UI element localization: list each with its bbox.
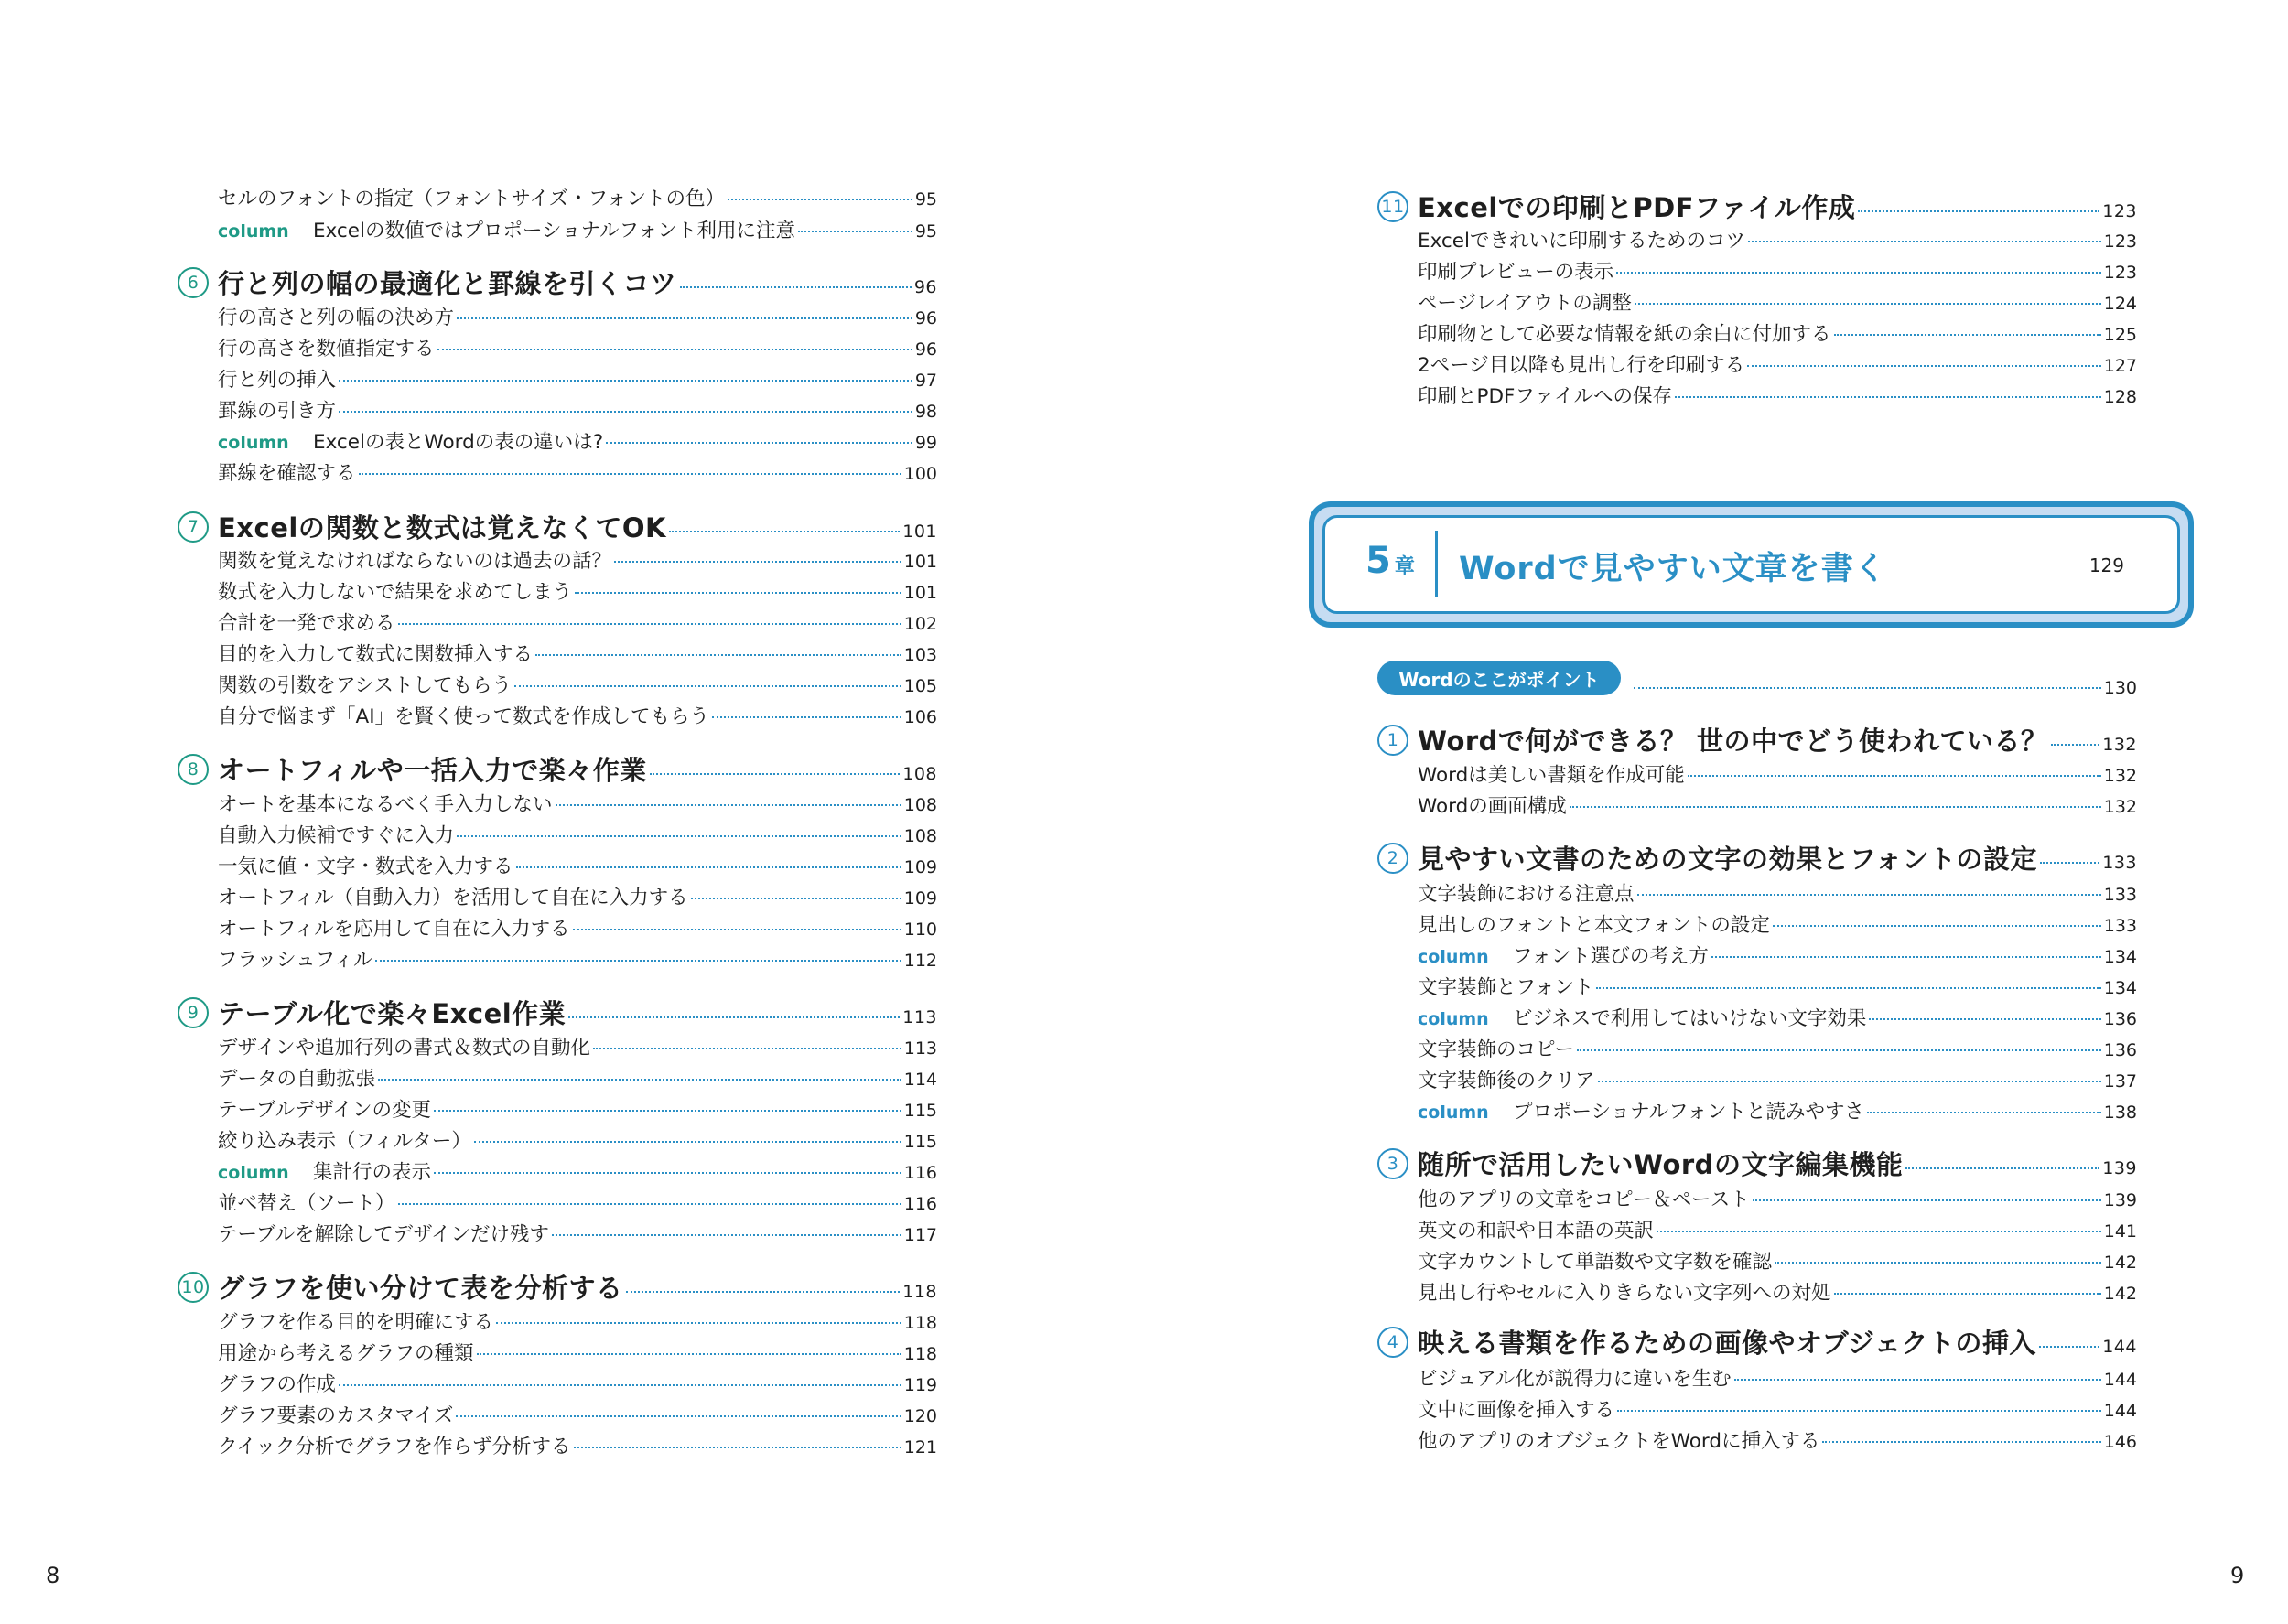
entry-title: フォント選びの考え方 xyxy=(1513,945,1709,968)
toc-entry[interactable] xyxy=(218,882,937,910)
entry-title: Excelの関数と数式は覚えなくてOK xyxy=(218,512,666,543)
section-number-icon: 6 xyxy=(178,267,209,298)
leader-dots xyxy=(680,286,912,288)
toc-entry[interactable] xyxy=(218,608,937,636)
entry-page: 136 xyxy=(2103,1009,2137,1029)
toc-entry[interactable] xyxy=(218,1125,937,1154)
toc-section-heading[interactable] xyxy=(1377,839,2137,877)
entry-title: データの自動拡張 xyxy=(218,1068,376,1091)
entry-title: ビジュアル化が説得力に違いを生む xyxy=(1418,1368,1732,1391)
section-number-icon: 2 xyxy=(1377,843,1408,874)
entry-title: Excelの数値ではプロポーショナルフォント利用に注意 xyxy=(313,220,795,242)
toc-entry[interactable] xyxy=(1418,256,2137,285)
entry-page: 138 xyxy=(2103,1102,2137,1123)
entry-title: Excelできれいに印刷するためのコツ xyxy=(1418,230,1745,253)
entry-title: グラフを使い分けて表を分析する xyxy=(218,1273,623,1304)
section-number-icon: 9 xyxy=(178,997,209,1028)
entry-title: クイック分析でグラフを作らず分析する xyxy=(218,1436,571,1458)
chapter-5-banner[interactable] xyxy=(1309,501,2194,628)
toc-entry[interactable] xyxy=(1418,878,2137,907)
toc-section-heading[interactable] xyxy=(1377,188,2137,225)
leader-dots xyxy=(496,1322,901,1324)
entry-title: 罫線を確認する xyxy=(218,462,356,485)
leader-dots xyxy=(1577,1049,2101,1051)
entry-page: 118 xyxy=(903,1344,937,1364)
entry-title: 目的を入力して数式に関数挿入する xyxy=(218,643,534,666)
leader-dots xyxy=(1675,396,2101,398)
entry-page: 96 xyxy=(914,308,937,328)
toc-entry[interactable] xyxy=(1418,1394,2137,1423)
leader-dots xyxy=(1616,272,2101,274)
entry-title: 文字装飾における注意点 xyxy=(1418,883,1635,906)
leader-dots xyxy=(712,716,901,718)
leader-dots xyxy=(691,898,901,899)
leader-dots xyxy=(1773,925,2101,927)
entry-title: 関数の引数をアシストしてもらう xyxy=(218,674,512,697)
leader-dots xyxy=(1570,806,2101,808)
entry-title: 文字装飾のコピー xyxy=(1418,1038,1575,1061)
toc-entry[interactable] xyxy=(218,333,937,361)
entry-title: プロポーショナルフォントと読みやすさ xyxy=(1513,1101,1864,1124)
leader-dots xyxy=(1734,1379,2101,1381)
entry-title: Wordの画面構成 xyxy=(1418,795,1567,818)
leader-dots xyxy=(2051,744,2100,746)
leader-dots xyxy=(1637,894,2101,896)
toc-entry[interactable] xyxy=(1418,381,2137,409)
entry-page: 128 xyxy=(2103,387,2137,407)
leader-dots xyxy=(434,1172,901,1174)
entry-page: 103 xyxy=(903,645,937,665)
leader-dots xyxy=(2040,862,2099,864)
entry-page: 96 xyxy=(914,339,937,360)
chapter-title: Wordで見やすい文章を書く xyxy=(1459,551,1887,587)
entry-page: 123 xyxy=(2102,201,2137,221)
entry-page: 133 xyxy=(2102,853,2137,873)
toc-entry[interactable] xyxy=(218,364,937,393)
toc-entry[interactable] xyxy=(218,545,937,574)
entry-title: グラフ要素のカスタマイズ xyxy=(218,1404,454,1427)
leader-dots xyxy=(378,1079,901,1081)
leader-dots xyxy=(1858,210,2099,212)
entry-title: 数式を入力しないで結果を求めてしまう xyxy=(218,581,573,604)
section-number-icon: 3 xyxy=(1377,1148,1408,1179)
entry-page: 97 xyxy=(914,371,937,391)
toc-section-heading[interactable] xyxy=(178,750,937,788)
entry-page: 142 xyxy=(2103,1284,2137,1304)
entry-page: 108 xyxy=(903,826,937,846)
toc-column-entry[interactable] xyxy=(218,1156,937,1185)
toc-entry[interactable] xyxy=(1418,1277,2137,1306)
leader-dots xyxy=(575,592,901,594)
section-number-icon: 10 xyxy=(178,1272,209,1303)
entry-page: 98 xyxy=(914,402,937,422)
toc-entry[interactable] xyxy=(218,1369,937,1397)
section-number-icon: 7 xyxy=(178,511,209,543)
toc-entry[interactable] xyxy=(218,1219,937,1247)
entry-title: 並べ替え（ソート） xyxy=(218,1192,395,1215)
leader-dots xyxy=(1834,334,2101,336)
entry-title: 一気に値・文字・数式を入力する xyxy=(218,855,513,878)
entry-title: 自動入力候補ですぐに入力 xyxy=(218,824,455,847)
leader-dots xyxy=(1905,1167,2099,1169)
entry-page: 114 xyxy=(903,1070,937,1090)
page-number-right: 9 xyxy=(2230,1563,2245,1588)
toc-section-heading[interactable] xyxy=(1377,1145,2137,1182)
toc-entry[interactable] xyxy=(1418,1065,2137,1093)
leader-dots xyxy=(474,1141,901,1143)
toc-section-heading[interactable] xyxy=(178,263,937,301)
leader-dots xyxy=(650,773,900,775)
leader-dots xyxy=(568,1016,900,1018)
entry-page: 123 xyxy=(2103,263,2137,283)
entry-title: 自分で悩まず「AI」を賢く使って数式を作成してもらう xyxy=(218,705,710,728)
toc-entry[interactable] xyxy=(218,851,937,879)
toc-section-heading[interactable] xyxy=(178,508,937,545)
entry-page: 115 xyxy=(903,1101,937,1121)
entry-page: 146 xyxy=(2103,1432,2137,1452)
entry-title: セルのフォントの指定（フォントサイズ・フォントの色） xyxy=(218,188,726,210)
toc-column-entry[interactable] xyxy=(218,426,937,455)
entry-title: ビジネスで利用してはいけない文字効果 xyxy=(1513,1007,1867,1030)
leader-dots xyxy=(1617,1410,2101,1412)
leader-dots xyxy=(1688,775,2101,777)
toc-entry[interactable] xyxy=(1418,1184,2137,1212)
leader-dots xyxy=(593,1048,901,1049)
column-tag: column xyxy=(218,1163,289,1183)
leader-dots xyxy=(1635,303,2101,305)
entry-title: Wordで何ができる？ 世の中でどう使われている？ xyxy=(1418,726,2048,757)
entry-page: 99 xyxy=(914,433,937,453)
entry-title: デザインや追加行列の書式＆数式の自動化 xyxy=(218,1037,590,1059)
entry-page: 134 xyxy=(2103,947,2137,967)
section-number-icon: 8 xyxy=(178,754,209,785)
entry-page: 118 xyxy=(903,1313,937,1333)
entry-page: 95 xyxy=(914,221,937,242)
leader-dots xyxy=(457,317,912,319)
toc-entry[interactable] xyxy=(1418,1363,2137,1392)
toc-column-entry[interactable] xyxy=(1418,1003,2137,1031)
entry-page: 139 xyxy=(2102,1158,2137,1178)
toc-entry[interactable] xyxy=(218,670,937,698)
toc-entry[interactable] xyxy=(218,639,937,667)
toc-entry[interactable] xyxy=(218,944,937,973)
entry-page: 132 xyxy=(2102,735,2137,755)
leader-dots xyxy=(1598,1081,2101,1082)
entry-title: テーブルデザインの変更 xyxy=(218,1099,432,1122)
entry-title: 随所で活用したいWordの文字編集機能 xyxy=(1418,1149,1904,1180)
toc-section-heading[interactable] xyxy=(1377,1323,2137,1361)
toc-entry[interactable] xyxy=(218,1400,937,1428)
leader-dots xyxy=(1634,687,2101,689)
toc-entry[interactable] xyxy=(218,1063,937,1092)
section-number-icon: 11 xyxy=(1377,191,1408,222)
entry-page: 118 xyxy=(902,1282,937,1302)
entry-title: 罫線の引き方 xyxy=(218,400,337,423)
leader-dots xyxy=(728,199,912,200)
toc-entry[interactable] xyxy=(1418,790,2137,819)
entry-page: 144 xyxy=(2103,1370,2137,1390)
entry-title: 文字装飾とフォント xyxy=(1418,976,1594,999)
leader-dots xyxy=(514,685,901,687)
entry-page: 96 xyxy=(913,277,937,297)
toc-entry[interactable] xyxy=(1418,1425,2137,1454)
entry-title: 文字装飾後のクリア xyxy=(1418,1070,1595,1092)
entry-page: 142 xyxy=(2103,1253,2137,1273)
entry-title: 見やすい文書のための文字の効果とフォントの設定 xyxy=(1418,844,2038,875)
entry-page: 136 xyxy=(2103,1040,2137,1060)
toc-entry[interactable] xyxy=(218,789,937,817)
entry-title: 文字カウントして単語数や文字数を確認 xyxy=(1418,1251,1773,1274)
leader-dots xyxy=(535,654,901,656)
column-tag: column xyxy=(218,221,289,242)
toc-entry[interactable] xyxy=(1418,287,2137,316)
entry-title: オートフィルを応用して自在に入力する xyxy=(218,918,570,941)
entry-title: 映える書類を作るための画像やオブジェクトの挿入 xyxy=(1418,1328,2036,1359)
entry-title: 行と列の挿入 xyxy=(218,369,337,392)
entry-page: 137 xyxy=(2103,1071,2137,1092)
leader-dots xyxy=(359,473,901,475)
entry-page: 139 xyxy=(2103,1190,2137,1210)
leader-dots xyxy=(606,442,912,444)
entry-title: オートフィルや一括入力で楽々作業 xyxy=(218,755,647,786)
leader-dots xyxy=(2039,1346,2099,1348)
leader-dots xyxy=(573,929,901,930)
leader-dots xyxy=(1748,241,2101,242)
toc-entry[interactable] xyxy=(1418,1246,2137,1274)
leader-dots xyxy=(398,623,901,625)
entry-page: 113 xyxy=(902,1007,937,1027)
toc-section-heading[interactable] xyxy=(178,1268,937,1306)
leader-dots xyxy=(1711,956,2101,958)
toc-column-entry[interactable] xyxy=(218,215,937,243)
leader-dots xyxy=(1747,365,2100,367)
toc-entry[interactable] xyxy=(1418,350,2137,378)
entry-page: 125 xyxy=(2103,325,2137,345)
toc-entry[interactable] xyxy=(218,1094,937,1123)
entry-page: 134 xyxy=(2103,978,2137,998)
chapter-page: 129 xyxy=(2088,554,2124,576)
toc-entry[interactable] xyxy=(218,1431,937,1459)
leader-dots xyxy=(434,1110,901,1112)
column-tag: column xyxy=(1418,947,1489,967)
leader-dots xyxy=(1753,1199,2101,1201)
entry-page: 108 xyxy=(903,795,937,815)
entry-title: 文中に画像を挿入する xyxy=(1418,1399,1615,1422)
section-number-icon: 4 xyxy=(1377,1327,1408,1358)
entry-title: 見出し行やセルに入りきらない文字列への対処 xyxy=(1418,1282,1831,1305)
entry-page: 141 xyxy=(2103,1221,2137,1242)
entry-page: 116 xyxy=(903,1194,937,1214)
entry-title: オートフィル（自動入力）を活用して自在に入力する xyxy=(218,887,688,909)
chapter-suffix: 章 xyxy=(1394,555,1415,578)
entry-page: 95 xyxy=(914,189,937,210)
leader-dots xyxy=(339,411,912,413)
entry-page: 119 xyxy=(903,1375,937,1395)
entry-page: 127 xyxy=(2103,356,2137,376)
leader-dots xyxy=(798,231,912,232)
entry-title: 合計を一発で求める xyxy=(218,612,395,635)
entry-title: 他のアプリの文章をコピー＆ペースト xyxy=(1418,1188,1750,1211)
entry-page: 101 xyxy=(902,522,937,542)
leader-dots xyxy=(375,960,901,962)
toc-column-entry[interactable] xyxy=(1418,1096,2137,1124)
entry-page: 132 xyxy=(2103,797,2137,817)
entry-title: 印刷プレビューの表示 xyxy=(1418,261,1614,284)
entry-title: 集計行の表示 xyxy=(313,1161,432,1184)
leader-dots xyxy=(437,349,912,350)
toc-entry[interactable] xyxy=(218,913,937,941)
toc-entry[interactable] xyxy=(218,701,937,729)
entry-page: 144 xyxy=(2102,1337,2137,1357)
entry-page: 116 xyxy=(903,1163,937,1183)
toc-entry[interactable] xyxy=(218,457,937,486)
entry-page: 120 xyxy=(903,1406,937,1426)
entry-page: 132 xyxy=(2103,766,2137,786)
toc-section-heading[interactable] xyxy=(178,994,937,1031)
chapter-divider xyxy=(1435,531,1438,597)
leader-dots xyxy=(614,561,901,563)
toc-entry[interactable] xyxy=(218,302,937,330)
toc-entry[interactable] xyxy=(218,1307,937,1335)
entry-page: 144 xyxy=(2103,1401,2137,1421)
entry-page: 110 xyxy=(903,920,937,940)
leader-dots xyxy=(1596,987,2100,989)
leader-dots xyxy=(339,380,912,382)
leader-dots xyxy=(1657,1231,2101,1232)
column-tag: column xyxy=(1418,1102,1489,1123)
leader-dots xyxy=(1834,1293,2101,1295)
column-tag: column xyxy=(218,433,289,453)
entry-page: 106 xyxy=(903,707,937,727)
entry-title: オートを基本になるべく手入力しない xyxy=(218,793,553,816)
leader-dots xyxy=(669,531,900,532)
entry-page: 100 xyxy=(903,464,937,484)
entry-page: 123 xyxy=(2103,231,2137,252)
toc-entry[interactable] xyxy=(218,1188,937,1216)
chapter-number: 5 章 xyxy=(1365,540,1415,582)
toc-entry[interactable] xyxy=(1418,1215,2137,1243)
entry-title: 関数を覚えなければならないのは過去の話？ xyxy=(218,550,612,573)
toc-section-heading[interactable] xyxy=(1377,721,2137,758)
leader-dots xyxy=(1867,1112,2101,1113)
entry-title: 行の高さを数値指定する xyxy=(218,338,435,360)
point-page: 130 xyxy=(2103,678,2137,698)
entry-title: Excelでの印刷とPDFファイル作成 xyxy=(1418,192,1856,223)
toc-entry[interactable] xyxy=(1418,318,2137,347)
entry-title: 2ページ目以降も見出し行を印刷する xyxy=(1418,354,1745,377)
entry-title: フラッシュフィル xyxy=(218,949,373,972)
leader-dots xyxy=(574,1447,901,1448)
entry-title: テーブルを解除してデザインだけ残す xyxy=(218,1223,550,1246)
entry-title: Excelの表とWordの表の違いは? xyxy=(313,431,604,454)
chapter-banner-inner xyxy=(1322,515,2180,614)
entry-page: 133 xyxy=(2103,916,2137,936)
entry-page: 115 xyxy=(903,1132,937,1152)
entry-title: 絞り込み表示（フィルター） xyxy=(218,1130,471,1153)
leader-dots xyxy=(626,1291,901,1293)
entry-title: グラフの作成 xyxy=(218,1373,337,1396)
entry-title: 英文の和訳や日本語の英訳 xyxy=(1418,1220,1655,1242)
entry-title: グラフを作る目的を明確にする xyxy=(218,1311,494,1334)
toc-entry[interactable] xyxy=(218,183,937,211)
entry-title: 見出しのフォントと本文フォントの設定 xyxy=(1418,914,1770,937)
entry-page: 124 xyxy=(2103,294,2137,314)
toc-entry[interactable] xyxy=(218,820,937,848)
word-point-badge[interactable]: Wordのここがポイント xyxy=(1377,661,1621,695)
section-number-icon: 1 xyxy=(1377,725,1408,756)
entry-title: 用途から考えるグラフの種類 xyxy=(218,1342,474,1365)
entry-title: 行と列の幅の最適化と罫線を引くコツ xyxy=(218,268,677,299)
leader-dots xyxy=(556,804,901,806)
toc-entry[interactable] xyxy=(1418,972,2137,1000)
toc-entry[interactable] xyxy=(218,1338,937,1366)
leader-dots xyxy=(1822,1441,2100,1443)
toc-entry[interactable] xyxy=(1418,909,2137,938)
entry-title: 他のアプリのオブジェクトをWordに挿入する xyxy=(1418,1430,1820,1453)
leader-dots xyxy=(456,1415,901,1417)
entry-page: 105 xyxy=(903,676,937,696)
entry-page: 101 xyxy=(903,583,937,603)
entry-title: ページレイアウトの調整 xyxy=(1418,292,1632,315)
entry-page: 109 xyxy=(903,857,937,877)
column-tag: column xyxy=(1418,1009,1489,1029)
entry-title: Wordは美しい書類を作成可能 xyxy=(1418,764,1685,787)
leader-dots xyxy=(457,835,901,837)
leader-dots xyxy=(398,1203,901,1205)
entry-title: 印刷物として必要な情報を紙の余白に付加する xyxy=(1418,323,1831,346)
entry-page: 101 xyxy=(903,552,937,572)
toc-entry[interactable] xyxy=(218,395,937,424)
toc-entry[interactable] xyxy=(218,1032,937,1060)
toc-entry[interactable] xyxy=(218,576,937,605)
leader-dots xyxy=(1869,1018,2100,1020)
toc-column-entry[interactable] xyxy=(1418,941,2137,969)
entry-page: 133 xyxy=(2103,885,2137,905)
entry-title: テーブル化で楽々Excel作業 xyxy=(218,998,567,1029)
toc-entry[interactable] xyxy=(1418,759,2137,788)
entry-page: 102 xyxy=(903,614,937,634)
entry-page: 121 xyxy=(903,1437,937,1457)
entry-title: 印刷とPDFファイルへの保存 xyxy=(1418,385,1672,408)
leader-dots xyxy=(552,1234,901,1236)
entry-page: 108 xyxy=(902,764,937,784)
leader-dots xyxy=(1775,1262,2101,1264)
entry-page: 113 xyxy=(903,1038,937,1059)
entry-page: 112 xyxy=(903,951,937,971)
toc-entry[interactable] xyxy=(1418,1034,2137,1062)
entry-page: 109 xyxy=(903,888,937,909)
leader-dots xyxy=(516,866,901,868)
page-number-left: 8 xyxy=(46,1563,60,1588)
entry-title: 行の高さと列の幅の決め方 xyxy=(218,307,455,329)
entry-page: 117 xyxy=(903,1225,937,1245)
leader-dots xyxy=(339,1384,901,1386)
toc-entry[interactable] xyxy=(1418,225,2137,253)
leader-dots xyxy=(477,1353,901,1355)
